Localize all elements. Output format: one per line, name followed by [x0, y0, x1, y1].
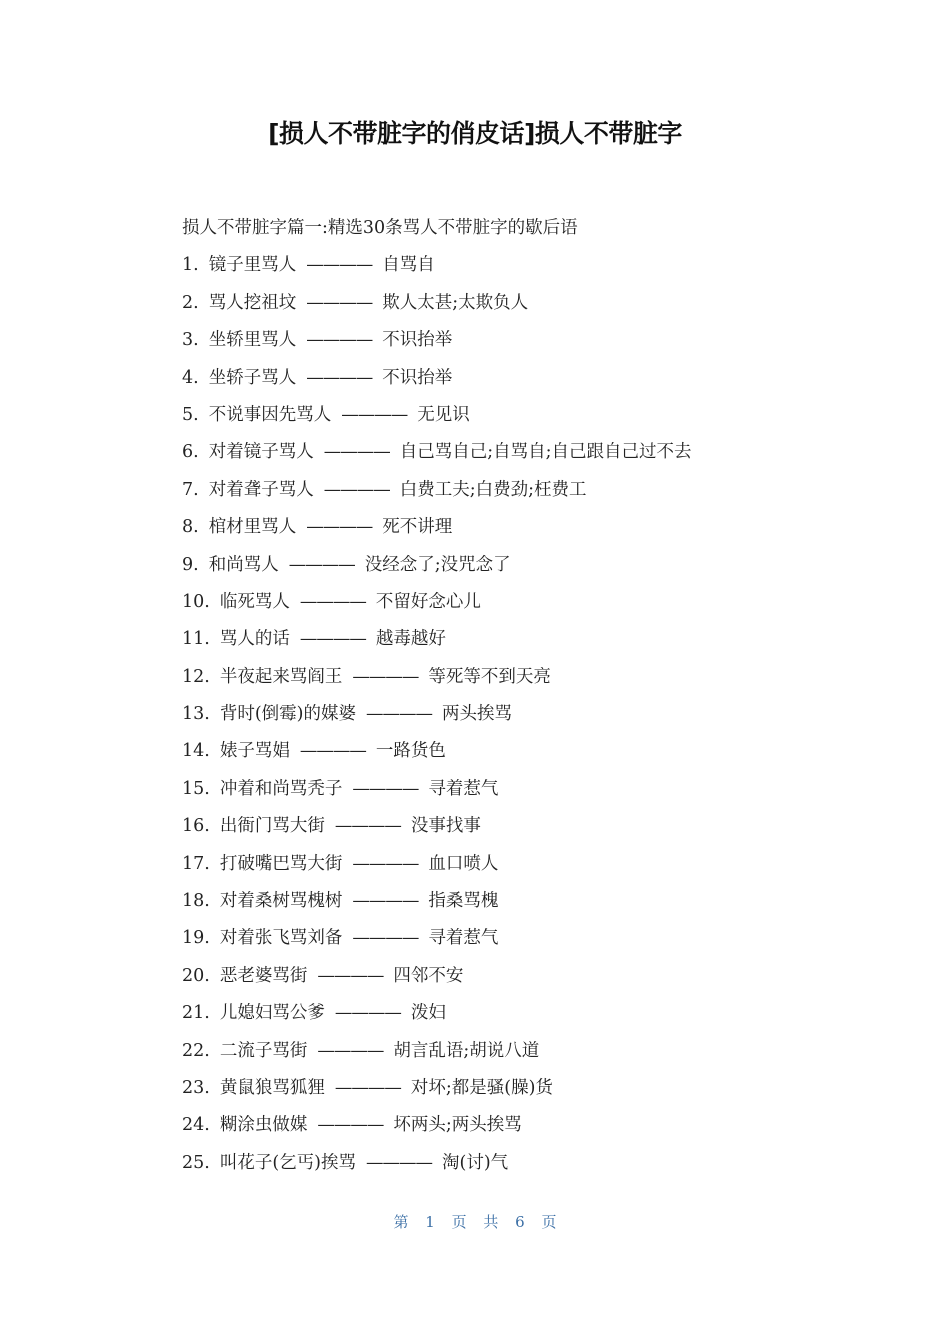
- entry-phrase: 骂人的话: [219, 629, 290, 650]
- list-item: [182, 475, 882, 512]
- entry-number: 12.: [182, 666, 210, 687]
- entry-dash: ————: [341, 404, 408, 425]
- entry-phrase: 背时(倒霉)的媒婆: [219, 704, 356, 725]
- entry-phrase: 对着张飞骂刘备: [219, 928, 343, 949]
- entry-phrase: 不说事因先骂人: [208, 404, 332, 425]
- entry-answer: 没经念了;没咒念了: [364, 554, 511, 575]
- entry-answer: 没事找事: [410, 816, 481, 837]
- entry-dash: ————: [352, 853, 419, 874]
- entry-answer: 等死等不到天亮: [428, 666, 551, 687]
- entry-phrase: 对着镜子骂人: [208, 442, 314, 463]
- list-item: [182, 662, 882, 699]
- entry-answer: 四邻不安: [393, 965, 464, 986]
- entry-dash: ————: [306, 292, 373, 313]
- entry-answer: 寻着惹气: [428, 928, 499, 949]
- entry-dash: ————: [352, 666, 419, 687]
- entry-answer: 自己骂自己;自骂自;自己跟自己过不去: [399, 442, 692, 463]
- entry-number: 5.: [182, 404, 199, 425]
- entry-dash: ————: [352, 778, 419, 799]
- entry-dash: ————: [299, 629, 366, 650]
- list-item: [182, 512, 882, 549]
- list-item: [182, 400, 882, 437]
- entry-answer: 死不讲理: [382, 517, 453, 538]
- entry-answer: 自骂自: [382, 255, 435, 276]
- entry-phrase: 婊子骂娼: [219, 741, 290, 762]
- entry-number: 4.: [182, 367, 199, 388]
- list-item: [182, 288, 882, 325]
- entry-dash: ————: [352, 891, 419, 912]
- entry-phrase: 棺材里骂人: [208, 517, 297, 538]
- entry-answer: 寻着惹气: [428, 778, 499, 799]
- entry-number: 14.: [182, 741, 210, 762]
- entry-answer: 一路货色: [375, 741, 446, 762]
- entry-dash: ————: [323, 442, 390, 463]
- entry-number: 19.: [182, 928, 210, 949]
- entry-number: 1.: [182, 255, 199, 276]
- list-item: [182, 961, 882, 998]
- entry-answer: 越毒越好: [375, 629, 446, 650]
- entry-list: [182, 250, 882, 1185]
- entry-dash: ————: [299, 741, 366, 762]
- entry-dash: ————: [334, 816, 401, 837]
- list-item: [182, 624, 882, 661]
- document-title: [损人不带脏字的俏皮话]损人不带脏字: [268, 119, 682, 148]
- list-item: [182, 1036, 882, 1073]
- entry-number: 6.: [182, 442, 199, 463]
- entry-answer: 坏两头;两头挨骂: [393, 1115, 522, 1136]
- entry-number: 20.: [182, 965, 210, 986]
- entry-answer: 无见识: [417, 404, 470, 425]
- entry-phrase: 对着聋子骂人: [208, 479, 314, 500]
- list-item: [182, 1148, 882, 1185]
- entry-number: 10.: [182, 591, 210, 612]
- entry-number: 2.: [182, 292, 199, 313]
- entry-phrase: 恶老婆骂街: [219, 965, 308, 986]
- list-item: [182, 923, 882, 960]
- entry-dash: ————: [323, 479, 390, 500]
- entry-number: 7.: [182, 479, 199, 500]
- list-item: [182, 1073, 882, 1110]
- entry-number: 8.: [182, 517, 199, 538]
- list-item: [182, 550, 882, 587]
- entry-answer: 白费工夫;白费劲;枉费工: [399, 479, 587, 500]
- list-item: [182, 699, 882, 736]
- entry-answer: 对坏;都是骚(臊)货: [410, 1077, 553, 1098]
- entry-dash: ————: [288, 554, 355, 575]
- entry-number: 21.: [182, 1003, 210, 1024]
- entry-phrase: 骂人挖祖坟: [208, 292, 297, 313]
- entry-number: 16.: [182, 816, 210, 837]
- entry-number: 25.: [182, 1152, 210, 1173]
- list-item: [182, 811, 882, 848]
- entry-answer: 淘(讨)气: [442, 1152, 509, 1173]
- entry-number: 9.: [182, 554, 199, 575]
- list-item: [182, 437, 882, 474]
- entry-answer: 两头挨骂: [442, 704, 512, 725]
- entry-phrase: 二流子骂街: [219, 1040, 308, 1061]
- list-item: [182, 587, 882, 624]
- list-item: [182, 886, 882, 923]
- list-item: [182, 998, 882, 1035]
- entry-dash: ————: [306, 367, 373, 388]
- entry-phrase: 坐轿里骂人: [208, 330, 297, 351]
- entry-phrase: 对着桑树骂槐树: [219, 891, 343, 912]
- entry-number: 18.: [182, 891, 210, 912]
- entry-phrase: 镜子里骂人: [208, 255, 297, 276]
- entry-phrase: 和尚骂人: [208, 554, 279, 575]
- entry-answer: 不识抬举: [382, 330, 453, 351]
- list-item: [182, 736, 882, 773]
- entry-dash: ————: [299, 591, 366, 612]
- entry-dash: ————: [334, 1003, 401, 1024]
- entry-answer: 不留好念心儿: [375, 591, 481, 612]
- entry-dash: ————: [317, 1115, 384, 1136]
- list-item: [182, 363, 882, 400]
- entry-number: 23.: [182, 1077, 210, 1098]
- entry-dash: ————: [366, 704, 432, 725]
- entry-answer: 不识抬举: [382, 367, 453, 388]
- document-body: [182, 213, 882, 1185]
- entry-number: 22.: [182, 1040, 210, 1061]
- entry-answer: 指桑骂槐: [428, 891, 499, 912]
- list-item: [182, 1110, 882, 1147]
- entry-number: 3.: [182, 330, 199, 351]
- entry-phrase: 打破嘴巴骂大街: [219, 853, 343, 874]
- entry-dash: ————: [317, 965, 384, 986]
- list-item: [182, 774, 882, 811]
- entry-number: 13.: [182, 704, 210, 725]
- list-item: [182, 325, 882, 362]
- entry-number: 24.: [182, 1115, 210, 1136]
- entry-answer: 血口喷人: [428, 853, 499, 874]
- entry-number: 11.: [182, 629, 210, 650]
- entry-phrase: 糊涂虫做媒: [219, 1115, 308, 1136]
- entry-phrase: 叫花子(乞丐)挨骂: [219, 1152, 356, 1173]
- entry-phrase: 半夜起来骂阎王: [219, 666, 343, 687]
- entry-number: 15.: [182, 778, 210, 799]
- entry-phrase: 出衙门骂大街: [219, 816, 325, 837]
- entry-dash: ————: [306, 255, 373, 276]
- entry-dash: ————: [317, 1040, 384, 1061]
- entry-answer: 欺人太甚;太欺负人: [382, 292, 529, 313]
- entry-number: 17.: [182, 853, 210, 874]
- entry-dash: ————: [366, 1152, 432, 1173]
- intro-line: 损人不带脏字篇一:精选30条骂人不带脏字的歇后语: [182, 218, 578, 238]
- entry-dash: ————: [306, 517, 373, 538]
- entry-answer: 泼妇: [410, 1003, 446, 1024]
- entry-phrase: 临死骂人: [219, 591, 290, 612]
- entry-phrase: 黄鼠狼骂狐狸: [219, 1077, 325, 1098]
- entry-dash: ————: [352, 928, 419, 949]
- entry-phrase: 儿媳妇骂公爹: [219, 1003, 325, 1024]
- entry-answer: 胡言乱语;胡说八道: [393, 1040, 540, 1061]
- page-footer: 第 1 页 共 6 页: [393, 1213, 557, 1231]
- entry-dash: ————: [306, 330, 373, 351]
- list-item: [182, 250, 882, 287]
- list-item: [182, 849, 882, 886]
- entry-phrase: 冲着和尚骂秃子: [219, 778, 343, 799]
- entry-dash: ————: [334, 1077, 401, 1098]
- entry-phrase: 坐轿子骂人: [208, 367, 297, 388]
